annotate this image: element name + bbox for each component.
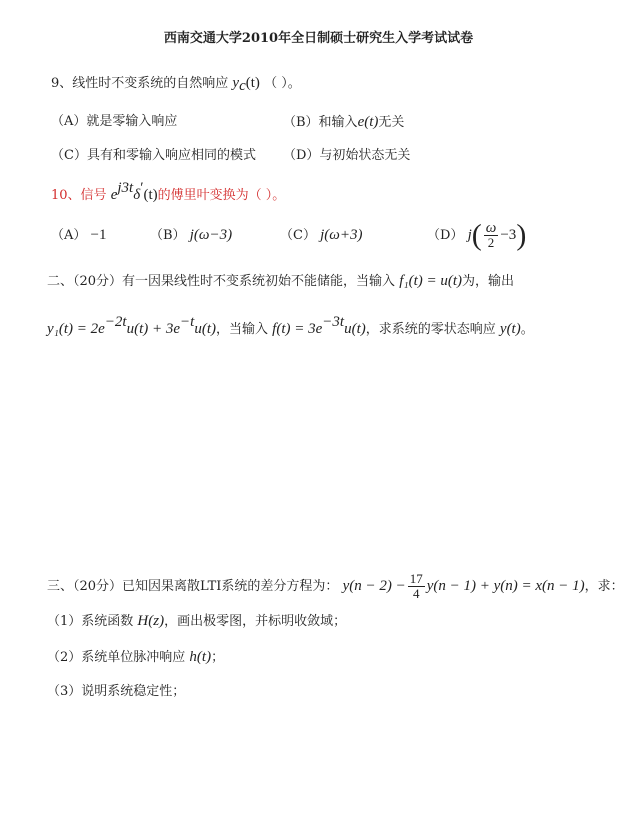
q9-symbol-sub: c [239, 78, 246, 94]
q3-stem-pre: 三、（20分）已知因果离散LTI系统的差分方程为： [47, 579, 339, 594]
q10-option-b-label: （B） [150, 228, 186, 243]
question-2-line1 [47, 271, 514, 292]
q2-line2-end: 。 [520, 322, 534, 337]
q10-option-b-math: j(ω−3) [189, 227, 233, 243]
q2-line2-post: ，求系统的零状态响应 [365, 322, 496, 337]
q2-line2-math3: u(t) [194, 321, 217, 337]
q2-line2-math5: u(t) [344, 321, 366, 337]
q9-stem-text: 9、线性时不变系统的自然响应 [51, 76, 229, 91]
q10-option-d-lparen: ( [471, 218, 482, 252]
q3-fraction [408, 572, 425, 601]
q3-sub2-post: ； [211, 650, 225, 665]
q10-option-d [427, 216, 526, 255]
question-3-stem [47, 568, 624, 605]
q2-line2-math2: u(t) + 3e [126, 321, 181, 337]
q3-eq-a: y(n − 2) − [342, 578, 406, 594]
q10-option-b [150, 225, 232, 246]
q9-option-b [283, 112, 404, 133]
q3-eq-b: y(n − 1) + y(n) = x(n − 1) [426, 578, 585, 594]
q3-sub1-math: H(z) [137, 613, 165, 629]
q10-option-d-fraction [484, 221, 499, 250]
q10-option-d-den: 2 [487, 235, 495, 250]
q10-math-delta: δ [133, 187, 141, 203]
q10-option-d-tail: −3 [500, 227, 517, 243]
q10-stem-post: 的傅里叶变换为（ ）。 [157, 188, 286, 203]
q9-option-b-post: 无关 [378, 115, 405, 130]
q10-option-a-math: −1 [90, 227, 107, 243]
q10-option-d-rparen: ) [516, 218, 527, 252]
q3-sub-2 [47, 647, 224, 668]
q9-option-b-math: e(t) [357, 114, 379, 130]
q2-line2-exp1: −2t [104, 314, 127, 330]
q2-line2-mid: ，当输入 [216, 322, 269, 337]
q10-option-a-label: （A） [51, 228, 87, 243]
q10-stem-pre: 10、信号 [51, 188, 107, 203]
q10-option-d-label: （D） [427, 228, 464, 243]
q10-option-d-num: ω [485, 220, 497, 236]
q10-math-prime: ′ [140, 180, 144, 196]
q10-math-e: e [110, 187, 118, 203]
q9-arg: (t) [245, 75, 260, 91]
q9-option-b-pre: （B）和输入 [283, 115, 358, 130]
q10-option-c [280, 225, 362, 246]
question-10-stem [51, 178, 285, 206]
question-2-line2 [47, 312, 534, 340]
q3-stem-post: ，求： [584, 579, 624, 594]
page-title: 西南交通大学2010年全日制硕士研究生入学考试试卷 [163, 31, 474, 46]
question-9-stem [51, 73, 301, 96]
q10-option-d-j: j [467, 227, 472, 243]
q9-blank: （ ）。 [264, 76, 301, 91]
q2-line2-math4: f(t) = 3e [272, 321, 323, 337]
q10-option-c-math: j(ω+3) [320, 227, 363, 243]
q3-sub2-pre: （2）系统单位脉冲响应 [47, 650, 186, 665]
q10-option-c-label: （C） [280, 228, 316, 243]
q2-line1-post: 为，输出 [462, 274, 515, 289]
q2-line2-math6: y(t) [499, 321, 521, 337]
q10-option-a [51, 225, 107, 246]
q2-line2-exp2: −t [180, 314, 195, 330]
q2-line2-math1: y₁(t) = 2e [47, 321, 105, 337]
q10-math-exp: j3t [117, 180, 134, 196]
q2-line1-pre: 二、（20分）有一因果线性时不变系统初始不能储能，当输入 [47, 274, 396, 289]
q10-math-arg: (t) [143, 187, 158, 203]
q9-option-d: （D）与初始状态无关 [283, 148, 411, 163]
q3-sub1-post: ，画出极零图，并标明收敛域； [164, 614, 347, 629]
q2-line1-math: f₁(t) = u(t) [399, 273, 463, 289]
q3-frac-num: 17 [409, 571, 423, 586]
q3-sub-3: （3）说明系统稳定性； [47, 684, 186, 699]
q3-sub-1 [47, 611, 346, 632]
q3-frac-den: 4 [412, 586, 420, 601]
q9-symbol: y [232, 75, 240, 91]
q9-option-c: （C）具有和零输入响应相同的模式 [51, 148, 256, 163]
q9-option-a: （A）就是零输入响应 [51, 114, 178, 129]
q3-sub2-math: h(t) [189, 649, 212, 665]
q2-line2-exp4: −3t [322, 314, 345, 330]
q3-sub1-pre: （1）系统函数 [47, 614, 134, 629]
